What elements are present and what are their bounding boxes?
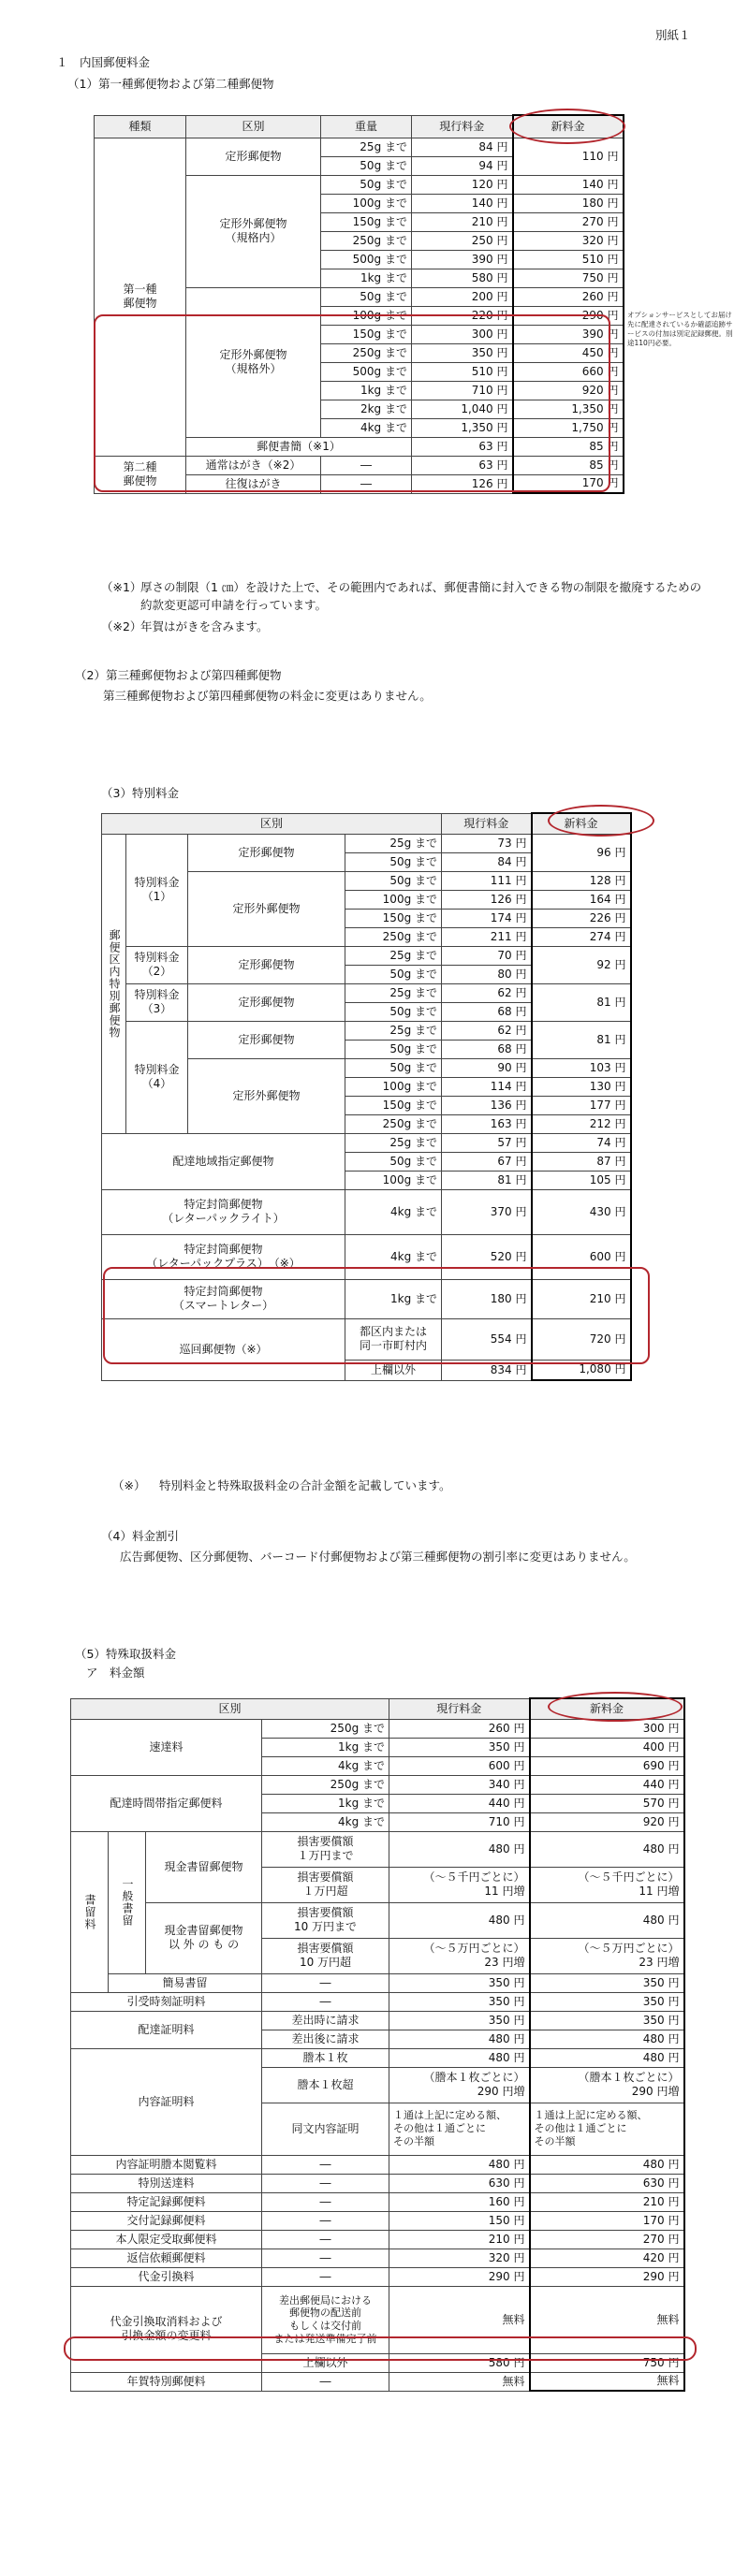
current-fee: 600 円 [389, 1756, 530, 1775]
hdr-current: 現行料金 [389, 1698, 530, 1719]
current-fee: 580 円 [412, 269, 513, 287]
current-fee: 510 円 [412, 362, 513, 381]
current-fee: 90 円 [442, 1058, 532, 1077]
weight-cell: 50g まで [321, 287, 412, 306]
cat-genkin: 現金書留郵便物 [146, 1831, 262, 1902]
new-fee: 660 円 [513, 362, 624, 381]
weight-cell: 1kg まで [345, 1279, 442, 1318]
current-fee: 834 円 [442, 1360, 532, 1380]
weight-cell: ― [262, 2267, 389, 2286]
cat-teikei: 定形郵便物 [188, 946, 345, 983]
weight-cell: 250g まで [321, 343, 412, 362]
weight-cell: ― [262, 1992, 389, 2011]
type-first-class: 第一種 郵便物 [95, 138, 186, 456]
weight-cell: 250g まで [321, 231, 412, 250]
current-fee: 57 円 [442, 1133, 532, 1152]
type-second-class: 第二種 郵便物 [95, 456, 186, 493]
new-fee: 350 円 [530, 1992, 684, 2011]
weight-cell: 100g まで [321, 306, 412, 325]
current-fee: 62 円 [442, 1021, 532, 1040]
cat-ofuku: 往復はがき [186, 474, 321, 493]
current-fee: 480 円 [389, 2030, 530, 2048]
cat-lp-light: 特定封筒郵便物 （レターパックライト） [102, 1189, 345, 1234]
weight-cell: 25g まで [345, 1021, 442, 1040]
new-fee: 1,750 円 [513, 418, 624, 437]
current-fee: 390 円 [412, 250, 513, 269]
new-fee: 570 円 [530, 1794, 684, 1812]
new-fee: 750 円 [530, 2353, 684, 2372]
hdr-new: 新料金 [532, 813, 631, 834]
weight-cell: 50g まで [345, 1040, 442, 1058]
current-fee: 126 円 [442, 890, 532, 909]
cat-teikei: 定形郵便物 [188, 1021, 345, 1058]
weight-cell: 150g まで [321, 212, 412, 231]
weight-cell: 150g まで [321, 325, 412, 343]
section-2-body: 第三種郵便物および第四種郵便物の料金に変更はありません。 [103, 689, 432, 703]
current-fee: 210 円 [412, 212, 513, 231]
weight-cell: 100g まで [321, 194, 412, 212]
new-fee: 350 円 [530, 2011, 684, 2030]
new-fee: 212 円 [532, 1114, 631, 1133]
cat-kakitome: 書留料 [71, 1831, 109, 1992]
weight-cell: ― [321, 456, 412, 474]
new-fee: 600 円 [532, 1234, 631, 1279]
new-fee: 81 円 [532, 983, 631, 1021]
weight-cell: 25g まで [345, 983, 442, 1002]
new-fee: 480 円 [530, 2155, 684, 2174]
current-fee: 710 円 [389, 1812, 530, 1831]
new-fee: 440 円 [530, 1775, 684, 1794]
current-fee: 554 円 [442, 1318, 532, 1360]
new-fee: 290 円 [513, 306, 624, 325]
new-fee: 210 円 [530, 2192, 684, 2211]
highlight-letterpack [103, 1267, 650, 1364]
new-fee: 130 円 [532, 1077, 631, 1096]
current-fee: 710 円 [412, 381, 513, 400]
weight-cell: 50g まで [345, 852, 442, 871]
new-fee: 210 円 [532, 1279, 631, 1318]
current-fee: 140 円 [412, 194, 513, 212]
section-4-title: （4）料金割引 [101, 1529, 179, 1543]
weight-cell: ― [262, 2211, 389, 2230]
weight-cell: 4kg まで [262, 1756, 389, 1775]
note3-mark: （※） [112, 1478, 146, 1492]
new-fee: 260 円 [513, 287, 624, 306]
new-fee: 96 円 [532, 834, 631, 871]
sp2-label: 特別料金 （2） [126, 946, 188, 983]
highlight-tokutei-kiroku [64, 2336, 697, 2361]
new-fee: 177 円 [532, 1096, 631, 1114]
current-fee: 126 円 [412, 474, 513, 493]
cat-teikei: 定形郵便物 [188, 834, 345, 871]
cat-simple: 特別送達料 [71, 2174, 262, 2192]
weight-cell: 250g まで [345, 1114, 442, 1133]
cat-simple: 本人限定受取郵便料 [71, 2230, 262, 2249]
weight-cell: ― [262, 2174, 389, 2192]
cat-simple: 内容証明謄本閲覧料 [71, 2155, 262, 2174]
current-fee: 630 円 [389, 2174, 530, 2192]
current-fee: 111 円 [442, 871, 532, 890]
cat-teikei: 定形郵便物 [188, 983, 345, 1021]
cat-daibiki: 代金引換取消料および 引換金額の変更料 [71, 2286, 262, 2372]
weight-cell: 50g まで [345, 1002, 442, 1021]
new-fee: 92 円 [532, 946, 631, 983]
weight-cell: 損害要償額 10 万円超 [262, 1938, 389, 1973]
current-fee: 350 円 [389, 1992, 530, 2011]
current-fee: 63 円 [412, 437, 513, 456]
new-fee: 690 円 [530, 1756, 684, 1775]
current-fee: 520 円 [442, 1234, 532, 1279]
current-fee: 180 円 [442, 1279, 532, 1318]
new-fee: 85 円 [513, 437, 624, 456]
current-fee: 1,350 円 [412, 418, 513, 437]
new-fee: 750 円 [513, 269, 624, 287]
current-fee: 84 円 [412, 138, 513, 156]
weight-cell: 250g まで [262, 1719, 389, 1738]
current-fee: 210 円 [389, 2230, 530, 2249]
new-fee: 無料 [530, 2372, 684, 2391]
hdr-new: 新料金 [513, 115, 624, 138]
weight-cell: 差出時に請求 [262, 2011, 389, 2030]
weight-cell: 損害要償額 １万円まで [262, 1831, 389, 1867]
current-fee: 320 円 [389, 2249, 530, 2267]
weight-cell: ― [262, 2230, 389, 2249]
weight-cell: 4kg まで [262, 1812, 389, 1831]
current-fee: 136 円 [442, 1096, 532, 1114]
current-fee: 300 円 [412, 325, 513, 343]
cat-smart-letter: 特定封筒郵便物 （スマートレター） [102, 1279, 345, 1318]
hdr-new: 新料金 [530, 1698, 684, 1719]
cat-ippan: 一般書留 [109, 1831, 146, 1973]
current-fee: 211 円 [442, 927, 532, 946]
weight-cell: 50g まで [345, 1152, 442, 1171]
current-fee: 480 円 [389, 2048, 530, 2067]
cat-gai: 定形外郵便物 [188, 871, 345, 946]
weight-cell: 1kg まで [321, 269, 412, 287]
new-fee: 110 円 [513, 138, 624, 175]
weight-cell: 謄本１枚超 [262, 2067, 389, 2103]
weight-cell: 2kg まで [321, 400, 412, 418]
current-fee: 無料 [389, 2286, 530, 2353]
new-fee: 74 円 [532, 1133, 631, 1152]
weight-cell: 差出郵便局における 郵便物の配送前 もしくは交付前 または発送準備完了前 [262, 2286, 389, 2353]
cat-teikei: 定形郵便物 [186, 138, 321, 175]
weight-cell: 同文内容証明 [262, 2103, 389, 2155]
cat-junkai: 巡回郵便物（※） [102, 1318, 345, 1380]
new-fee: 480 円 [530, 1831, 684, 1867]
current-fee: 290 円 [389, 2267, 530, 2286]
cat-gai-out: 定形外郵便物 （規格外） [186, 287, 321, 437]
current-fee: 480 円 [389, 2155, 530, 2174]
section-5-title: （5）特殊取扱料金 [75, 1647, 176, 1661]
weight-cell: 25g まで [345, 1133, 442, 1152]
section-4-body: 広告郵便物、区分郵便物、バーコード付郵便物および第三種郵便物の割引率に変更はありません。 [120, 1550, 636, 1564]
weight-cell: 上欄以外 [345, 1360, 442, 1380]
current-fee: 163 円 [442, 1114, 532, 1133]
new-fee: 300 円 [530, 1719, 684, 1738]
weight-cell: 4kg まで [321, 418, 412, 437]
hdr-type: 種類 [95, 115, 186, 138]
current-fee: 350 円 [389, 1738, 530, 1756]
cat-hikiuke: 引受時刻証明料 [71, 1992, 262, 2011]
weight-cell: 4kg まで [345, 1234, 442, 1279]
weight-cell: 50g まで [321, 175, 412, 194]
cat-haitatsu: 配達地域指定郵便物 [102, 1133, 345, 1189]
new-fee: 226 円 [532, 909, 631, 927]
weight-cell: 250g まで [262, 1775, 389, 1794]
highlight-new-header-5 [548, 1692, 683, 1722]
current-fee: 260 円 [389, 1719, 530, 1738]
new-fee: （～５千円ごとに） 11 円増 [530, 1867, 684, 1902]
weight-cell: 損害要償額 10 万円まで [262, 1902, 389, 1938]
new-fee: 164 円 [532, 890, 631, 909]
current-fee: 1,040 円 [412, 400, 513, 418]
current-fee: 350 円 [389, 2011, 530, 2030]
current-fee: 220 円 [412, 306, 513, 325]
weight-cell: 500g まで [321, 250, 412, 269]
hdr-category: 区別 [102, 813, 442, 834]
attachment-label: 別紙１ [655, 28, 691, 42]
new-fee: 87 円 [532, 1152, 631, 1171]
current-fee: 350 円 [389, 1973, 530, 1992]
new-fee: 170 円 [530, 2211, 684, 2230]
hdr-category: 区別 [71, 1698, 389, 1719]
weight-cell: 損害要償額 １万円超 [262, 1867, 389, 1902]
weight-cell: 4kg まで [345, 1189, 442, 1234]
current-fee: 68 円 [442, 1002, 532, 1021]
weight-cell: 謄本１枚 [262, 2048, 389, 2067]
weight-cell: 25g まで [321, 138, 412, 156]
cat-gai-in: 定形外郵便物 （規格内） [186, 175, 321, 287]
cat-nenga: 年賀特別郵便料 [71, 2372, 262, 2391]
new-fee: 400 円 [530, 1738, 684, 1756]
current-fee: 370 円 [442, 1189, 532, 1234]
cat-jikan: 配達時間帯指定郵便料 [71, 1775, 262, 1831]
new-fee: 270 円 [513, 212, 624, 231]
weight-cell: 25g まで [345, 946, 442, 965]
new-fee: （～５万円ごとに） 23 円増 [530, 1938, 684, 1973]
weight-cell: 250g まで [345, 927, 442, 946]
current-fee: 81 円 [442, 1171, 532, 1189]
section-5a-title: ア 料金額 [86, 1666, 145, 1680]
current-fee: 68 円 [442, 1040, 532, 1058]
new-fee: 290 円 [530, 2267, 684, 2286]
new-fee: 1,080 円 [532, 1360, 631, 1380]
current-fee: 150 円 [389, 2211, 530, 2230]
weight-cell: ― [321, 474, 412, 493]
current-fee: 340 円 [389, 1775, 530, 1794]
new-fee: 480 円 [530, 2048, 684, 2067]
cat-simple: 代金引換料 [71, 2267, 262, 2286]
current-fee: 250 円 [412, 231, 513, 250]
new-fee: 480 円 [530, 1902, 684, 1938]
new-fee: 180 円 [513, 194, 624, 212]
new-fee: 170 円 [513, 474, 624, 493]
current-fee: 440 円 [389, 1794, 530, 1812]
note2-mark: （※2） [101, 619, 142, 633]
new-fee: 81 円 [532, 1021, 631, 1058]
new-fee: 420 円 [530, 2249, 684, 2267]
cat-lp-plus: 特定封筒郵便物 （レターパックプラス） （※） [102, 1234, 345, 1279]
new-fee: 320 円 [513, 231, 624, 250]
sp1-label: 特別料金 （1） [126, 834, 188, 946]
weight-cell: 上欄以外 [262, 2353, 389, 2372]
new-fee: （謄本１枚ごとに） 290 円増 [530, 2067, 684, 2103]
current-fee: 84 円 [442, 852, 532, 871]
new-fee: 920 円 [513, 381, 624, 400]
section-3-title: （3）特別料金 [101, 786, 179, 800]
cat-kan: 簡易書留 [109, 1973, 262, 1992]
new-fee: 85 円 [513, 456, 624, 474]
new-fee: 105 円 [532, 1171, 631, 1189]
weight-cell: ― [262, 2192, 389, 2211]
current-fee: 無料 [389, 2372, 530, 2391]
current-fee: 70 円 [442, 946, 532, 965]
weight-cell: ― [262, 1973, 389, 1992]
current-fee: （～５万円ごとに） 23 円増 [389, 1938, 530, 1973]
new-fee: 274 円 [532, 927, 631, 946]
weight-cell: 50g まで [345, 965, 442, 983]
weight-cell: 1kg まで [321, 381, 412, 400]
current-fee: 94 円 [412, 156, 513, 175]
new-fee: １通は上記に定める額、 その他は１通ごとに その半額 [530, 2103, 684, 2155]
cat-simple: 返信依頼郵便料 [71, 2249, 262, 2267]
current-fee: 62 円 [442, 983, 532, 1002]
weight-cell: 25g まで [345, 834, 442, 852]
current-fee: 200 円 [412, 287, 513, 306]
weight-cell: 50g まで [345, 1058, 442, 1077]
current-fee: 174 円 [442, 909, 532, 927]
weight-cell: ― [262, 2155, 389, 2174]
weight-cell: 1kg まで [262, 1794, 389, 1812]
cat-simple: 特定記録郵便料 [71, 2192, 262, 2211]
weight-cell: 100g まで [345, 1077, 442, 1096]
table-special-handling [70, 1697, 685, 2392]
current-fee: （謄本１枚ごとに） 290 円増 [389, 2067, 530, 2103]
current-fee: 63 円 [412, 456, 513, 474]
cat-gai: 定形外郵便物 [188, 1058, 345, 1133]
weight-cell: 150g まで [345, 909, 442, 927]
new-fee: 140 円 [513, 175, 624, 194]
new-fee: 480 円 [530, 2030, 684, 2048]
current-fee: 73 円 [442, 834, 532, 852]
new-fee: 720 円 [532, 1318, 631, 1360]
cat-haitatsu-shomei: 配達証明料 [71, 2011, 262, 2048]
current-fee: （～５千円ごとに） 11 円増 [389, 1867, 530, 1902]
cat-genkin-igai: 現金書留郵便物 以 外 の も の [146, 1902, 262, 1973]
current-fee: 67 円 [442, 1152, 532, 1171]
weight-cell: 都区内または 同一市町村内 [345, 1318, 442, 1360]
weight-cell: 50g まで [321, 156, 412, 175]
sp3-label: 特別料金 （3） [126, 983, 188, 1021]
note3-text: 特別料金と特殊取扱料金の合計金額を記載しています。 [159, 1478, 451, 1492]
side-note: オプションサービスとしてお届け先に配達されているか確認追跡サービスの付加は別定記録郵便。別途110円必要。 [627, 311, 733, 348]
weight-cell: 100g まで [345, 890, 442, 909]
cat-naiyo: 内容証明料 [71, 2048, 262, 2155]
note2-text: 年賀はがきを含みます。 [140, 619, 269, 633]
weight-cell: 500g まで [321, 362, 412, 381]
current-fee: 80 円 [442, 965, 532, 983]
current-fee: 160 円 [389, 2192, 530, 2211]
weight-cell: 150g まで [345, 1096, 442, 1114]
note1-text: 厚さの制限（1 ㎝）を設けた上で、その範囲内であれば、郵便書簡に封入できる物の制限を撤廃するための約款変更認可申請を行っています。 [140, 580, 702, 613]
sp4-label: 特別料金 （4） [126, 1021, 188, 1133]
new-fee: 270 円 [530, 2230, 684, 2249]
weight-cell: 100g まで [345, 1171, 442, 1189]
current-fee: １通は上記に定める額、 その他は１通ごとに その半額 [389, 2103, 530, 2155]
current-fee: 480 円 [389, 1902, 530, 1938]
new-fee: 350 円 [530, 1973, 684, 1992]
highlight-kikakugai [94, 314, 610, 492]
highlight-new-header [509, 109, 625, 144]
weight-cell: 差出後に請求 [262, 2030, 389, 2048]
cat-sokutatsu: 速達料 [71, 1719, 262, 1775]
hdr-current: 現行料金 [442, 813, 532, 834]
cat-hagaki: 通常はがき（※2） [186, 456, 321, 474]
current-fee: 120 円 [412, 175, 513, 194]
current-fee: 114 円 [442, 1077, 532, 1096]
cat-simple: 交付記録郵便料 [71, 2211, 262, 2230]
new-fee: 920 円 [530, 1812, 684, 1831]
side-label: 郵便区内特別郵便物 [102, 834, 126, 1133]
hdr-category: 区別 [186, 115, 321, 138]
weight-cell: ― [262, 2372, 389, 2391]
current-fee: 480 円 [389, 1831, 530, 1867]
section-1-title: １ 内国郵便料金 [56, 55, 151, 69]
new-fee: 1,350 円 [513, 400, 624, 418]
new-fee: 510 円 [513, 250, 624, 269]
section-1-1-title: （1）第一種郵便物および第二種郵便物 [67, 77, 274, 91]
new-fee: 103 円 [532, 1058, 631, 1077]
note1-mark: （※1） [101, 580, 142, 594]
current-fee: 580 円 [389, 2353, 530, 2372]
hdr-current: 現行料金 [412, 115, 513, 138]
new-fee: 430 円 [532, 1189, 631, 1234]
weight-cell: ― [262, 2249, 389, 2267]
new-fee: 128 円 [532, 871, 631, 890]
weight-cell: 50g まで [345, 871, 442, 890]
hdr-weight: 重量 [321, 115, 412, 138]
weight-cell: 1kg まで [262, 1738, 389, 1756]
cat-shokan: 郵便書簡（※1） [186, 437, 412, 456]
current-fee: 350 円 [412, 343, 513, 362]
new-fee: 390 円 [513, 325, 624, 343]
new-fee: 630 円 [530, 2174, 684, 2192]
new-fee: 無料 [530, 2286, 684, 2353]
highlight-new-header-3 [548, 805, 654, 837]
section-2-title: （2）第三種郵便物および第四種郵便物 [75, 668, 282, 682]
new-fee: 450 円 [513, 343, 624, 362]
